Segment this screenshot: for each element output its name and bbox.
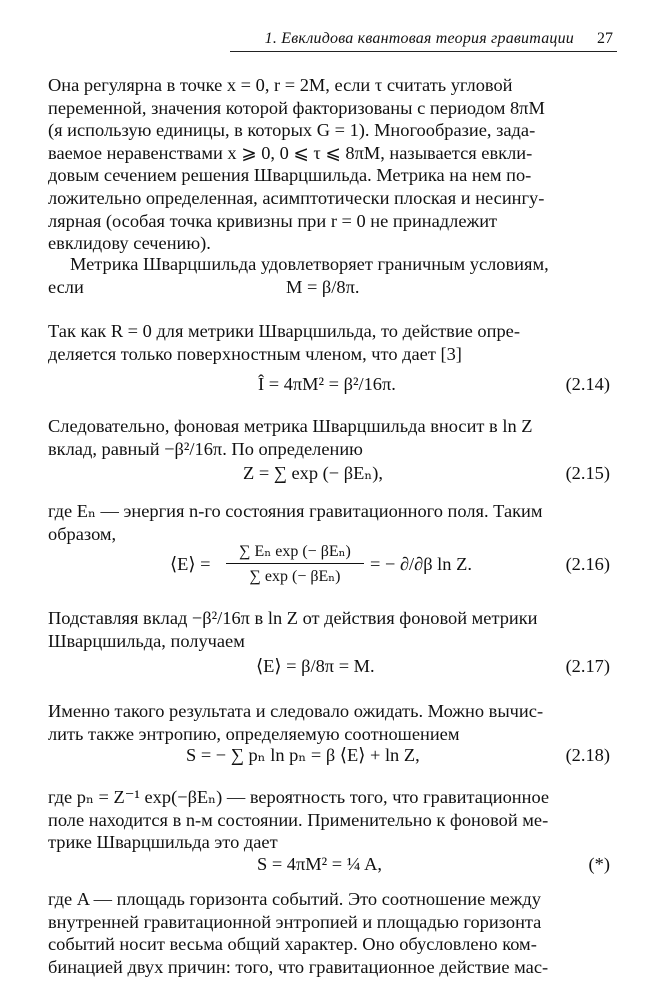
text-line: где pₙ = Z⁻¹ exp(−βEₙ) — вероятность того, что гравитационное bbox=[48, 787, 550, 807]
text-line: (я использую единицы, в которых G = 1). Многообразие, зада- bbox=[48, 120, 536, 141]
equation-2-16-denominator: ∑ exp (− βEₙ) bbox=[249, 568, 341, 585]
text-line: Она регулярна в точке x = 0, r = 2M, если τ считать угловой bbox=[48, 75, 513, 95]
paragraph-8 bbox=[48, 786, 609, 854]
equation-star: S = 4πM² = ¼ A, bbox=[257, 854, 382, 874]
text-line: ложительно определенная, асимптотически плоская и несингу- bbox=[48, 187, 545, 208]
fraction-bar bbox=[226, 563, 364, 564]
paragraph-7 bbox=[48, 700, 609, 745]
paragraph-5 bbox=[48, 500, 609, 545]
text-line: бинацией двух причин: того, что гравитационное действие мас- bbox=[48, 956, 549, 977]
paragraph-4 bbox=[48, 415, 609, 460]
page-number: 27 bbox=[597, 30, 613, 47]
equation-2-15: Z = ∑ exp (− βEₙ), bbox=[243, 463, 384, 483]
text-line: Именно такого результата и следовало ожидать. Можно вычис- bbox=[48, 701, 544, 721]
equation-2-18: S = − ∑ pₙ ln pₙ = β ⟨E⟩ + ln Z, bbox=[186, 745, 420, 765]
equation-number-2-15: (2.15) bbox=[565, 463, 610, 483]
text-line: трике Шварцшильда это дает bbox=[48, 832, 278, 853]
text-line: Метрика Шварцшильда удовлетворяет граничным условиям, bbox=[70, 254, 549, 274]
equation-2-14: Î = 4πM² = β²/16π. bbox=[258, 374, 396, 394]
equation-number-2-17: (2.17) bbox=[565, 656, 610, 676]
equation-2-16-rhs: = − ∂/∂β ln Z. bbox=[370, 554, 472, 574]
text-line: евклидову сечению). bbox=[48, 233, 211, 254]
text-line: если bbox=[48, 276, 84, 297]
text-line: Подставляя вклад −β²/16π в ln Z от действия фоновой метрики bbox=[48, 608, 538, 628]
equation-number-2-14: (2.14) bbox=[565, 374, 610, 394]
text-line: поле находится в n-м состоянии. Применительно к фоновой ме- bbox=[48, 809, 549, 830]
text-line: где Eₙ — энергия n-го состояния гравитационного поля. Таким bbox=[48, 501, 543, 521]
text-line: событий носит весьма общий характер. Оно обусловлено ком- bbox=[48, 934, 537, 955]
running-title: 1. Евклидова квантовая теория гравитации bbox=[264, 30, 574, 47]
paragraph-9 bbox=[48, 888, 609, 978]
equation-number-2-18: (2.18) bbox=[565, 745, 610, 765]
header-rule bbox=[230, 51, 617, 52]
text-line: лярная (особая точка кривизны при r = 0 не принадлежит bbox=[48, 210, 498, 231]
page-header bbox=[0, 28, 656, 50]
equation-number-2-16: (2.16) bbox=[565, 554, 610, 574]
text-line: деляется только поверхностным членом, что дает [3] bbox=[48, 343, 462, 364]
equation-2-16-numerator: ∑ Eₙ exp (− βEₙ) bbox=[239, 543, 351, 560]
text-line: довым сечением решения Шварцшильда. Метрика на нем по- bbox=[48, 165, 532, 186]
text-line: Шварцшильда, получаем bbox=[48, 630, 245, 651]
equation-2-16-lhs: ⟨E⟩ = bbox=[170, 554, 211, 574]
paragraph-1 bbox=[48, 74, 609, 255]
paragraph-6 bbox=[48, 607, 609, 652]
equation-mass: M = β/8π. bbox=[286, 277, 360, 297]
paragraph-3 bbox=[48, 320, 609, 365]
text-line: где A — площадь горизонта событий. Это соотношение между bbox=[48, 889, 541, 909]
text-line: Следовательно, фоновая метрика Шварцшильда вносит в ln Z bbox=[48, 416, 533, 436]
text-line: переменной, значения которой факторизованы с периодом 8πM bbox=[48, 97, 545, 118]
text-line: внутренней гравитационной энтропией и площадью горизонта bbox=[48, 911, 542, 932]
text-line: ваемое неравенствами x ⩾ 0, 0 ⩽ τ ⩽ 8πM, называется евкли- bbox=[48, 142, 533, 163]
equation-number-star: (*) bbox=[588, 854, 610, 874]
text-line: образом, bbox=[48, 523, 117, 544]
equation-2-17: ⟨E⟩ = β/8π = M. bbox=[256, 656, 375, 676]
text-line: Так как R = 0 для метрики Шварцшильда, то действие опре- bbox=[48, 321, 520, 341]
text-line: вклад, равный −β²/16π. По определению bbox=[48, 438, 363, 459]
text-line: лить также энтропию, определяемую соотношением bbox=[48, 723, 460, 744]
